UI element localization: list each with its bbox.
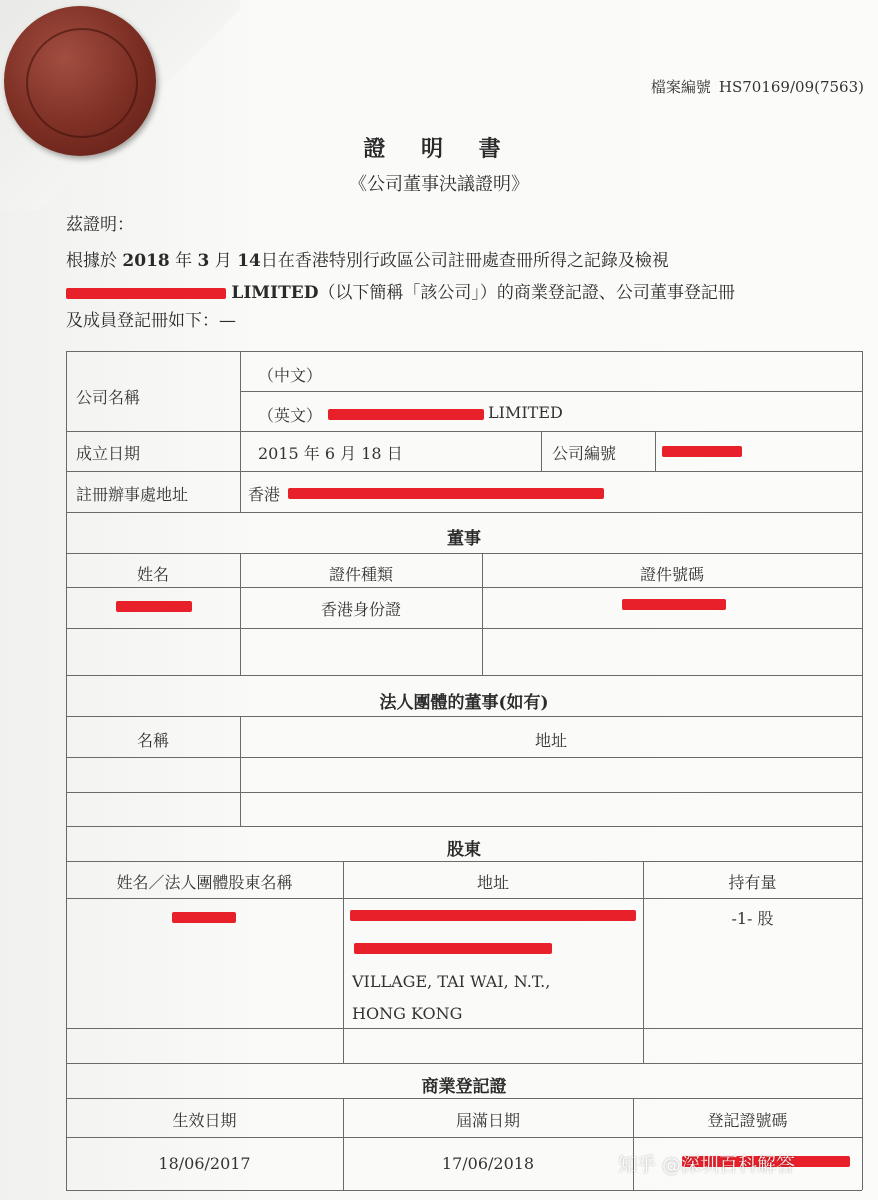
table-line	[66, 826, 862, 827]
redaction-english-name	[328, 409, 484, 420]
registered-address-label: 註冊辦事處地址	[76, 485, 189, 504]
certify-text: 茲證明：	[66, 215, 134, 235]
table-line	[66, 587, 862, 588]
shareholder-holding: -1- 股	[731, 909, 774, 928]
table-line	[66, 553, 862, 554]
table-line	[66, 512, 862, 513]
table-line	[66, 792, 862, 793]
intro-nian: 年	[175, 251, 193, 271]
table-line	[66, 716, 862, 717]
table-line	[66, 1098, 862, 1099]
redaction-shareholder-name	[172, 912, 236, 923]
table-line	[66, 431, 862, 432]
shareholders-heading: 股東	[447, 840, 481, 860]
table-line	[66, 351, 67, 1190]
redaction-company-number	[662, 446, 742, 457]
file-reference	[643, 76, 864, 97]
intro-company-suffix: LIMITED	[231, 283, 319, 303]
company-number-label: 公司編號	[552, 444, 617, 463]
intro-line-3: 及成員登記冊如下：—	[66, 311, 236, 331]
intro-day: 14	[237, 251, 261, 271]
document-subtitle: 《公司董事決議證明》	[349, 174, 529, 195]
br-col-effective: 生效日期	[172, 1111, 237, 1130]
table-line	[66, 757, 862, 758]
intro-year: 2018	[122, 251, 170, 271]
chinese-name-label: （中文）	[258, 366, 323, 385]
shareholders-col-holding: 持有量	[728, 873, 777, 892]
table-line	[541, 431, 542, 471]
shareholder-address-line-3: VILLAGE, TAI WAI, N.T.,	[352, 972, 551, 991]
intro-line-2	[66, 278, 735, 303]
table-line	[240, 391, 862, 392]
table-line	[66, 1063, 862, 1064]
corporate-directors-col-address: 地址	[534, 731, 567, 750]
corporate-directors-heading: 法人團體的董事(如有)	[379, 693, 549, 713]
director-id-type: 香港身份證	[320, 600, 401, 619]
table-line	[66, 861, 862, 862]
english-name-label: （英文）	[258, 406, 323, 425]
zhihu-watermark: 知乎 @深圳百科解答	[618, 1154, 796, 1176]
intro-line1-post: 日在香港特別行政區公司註冊處查冊所得之記錄及檢視	[260, 251, 669, 271]
registered-address-prefix: 香港	[248, 485, 281, 504]
intro-line1-pre: 根據於	[66, 251, 117, 271]
table-line	[655, 431, 656, 471]
directors-col-name: 姓名	[136, 565, 169, 584]
english-name-suffix: LIMITED	[488, 403, 563, 422]
table-line	[66, 898, 862, 899]
table-line	[66, 471, 862, 472]
corporate-directors-col-name: 名稱	[136, 731, 169, 750]
redaction-shareholder-address-2	[354, 943, 552, 954]
table-line	[66, 1028, 862, 1029]
br-col-number: 登記證號碼	[707, 1111, 788, 1130]
table-line	[240, 351, 241, 512]
incorporation-date-label: 成立日期	[76, 444, 141, 463]
document-title: 證 明 書	[363, 136, 515, 162]
intro-line-1	[66, 246, 669, 271]
shareholders-col-address: 地址	[476, 873, 509, 892]
redaction-director-name	[116, 601, 192, 612]
directors-col-id-number: 證件號碼	[639, 565, 704, 584]
incorporation-date: 2015 年 6 月 18 日	[258, 444, 403, 463]
table-line	[66, 628, 862, 629]
br-col-expiry: 屆滿日期	[455, 1111, 520, 1130]
table-line	[66, 1190, 862, 1191]
intro-yue: 月	[214, 251, 232, 271]
redaction-director-id-number	[622, 599, 726, 610]
file-ref-number: HS70169/09(7563)	[718, 78, 864, 96]
br-effective-date: 18/06/2017	[158, 1154, 251, 1173]
intro-month: 3	[197, 251, 210, 271]
directors-heading: 董事	[447, 529, 481, 549]
table-line	[66, 1137, 862, 1138]
business-registration-heading: 商業登記證	[421, 1077, 507, 1097]
redaction-company-name	[66, 288, 226, 299]
directors-col-id-type: 證件種類	[328, 565, 393, 584]
table-line	[66, 351, 862, 352]
table-line	[862, 351, 863, 1190]
shareholder-address-line-4: HONG KONG	[352, 1004, 463, 1023]
intro-line2-post: （以下簡稱「該公司」）的商業登記證、公司董事登記冊	[318, 283, 735, 303]
company-name-label: 公司名稱	[76, 388, 141, 407]
wax-seal-ring	[26, 28, 138, 138]
redaction-shareholder-address-1	[350, 910, 636, 921]
br-expiry-date: 17/06/2018	[441, 1154, 535, 1173]
file-ref-label: 檔案編號	[650, 78, 711, 96]
table-line	[66, 675, 862, 676]
redaction-registered-address	[288, 488, 604, 499]
shareholders-col-name: 姓名／法人團體股東名稱	[116, 873, 293, 892]
